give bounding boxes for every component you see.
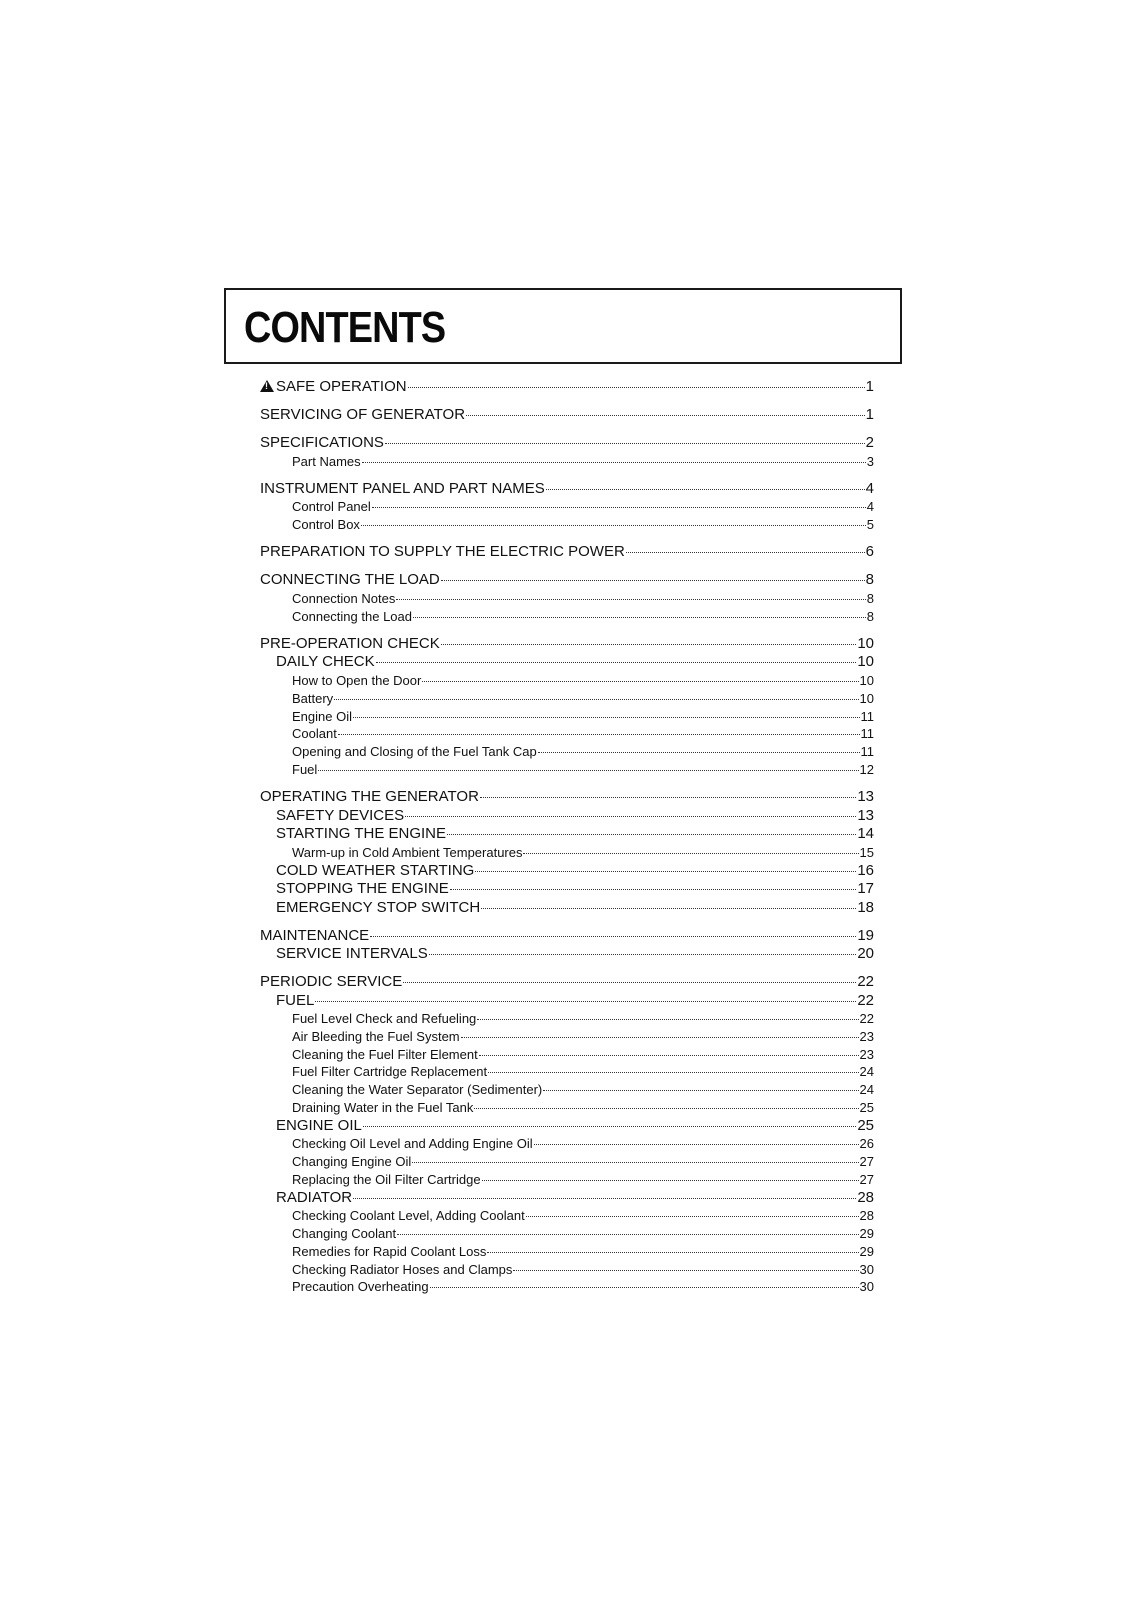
toc-entry[interactable]	[260, 571, 874, 590]
toc-entry-page-number: 12	[859, 761, 874, 777]
toc-entry[interactable]	[260, 743, 874, 761]
dot-leader	[338, 734, 860, 735]
toc-entry-text: PERIODIC SERVICE	[260, 973, 403, 991]
dot-leader	[479, 1055, 859, 1056]
toc-entry[interactable]	[260, 1225, 874, 1243]
toc-entry-text: COLD WEATHER STARTING	[276, 861, 475, 879]
toc-entry[interactable]	[260, 635, 874, 654]
toc-entry[interactable]	[260, 1081, 874, 1099]
dot-leader	[429, 954, 857, 955]
toc-entry-label	[276, 1117, 362, 1136]
dot-leader	[361, 525, 866, 526]
toc-entry-text: Control Box	[292, 517, 360, 533]
toc-entry-page-number: 10	[857, 634, 874, 652]
toc-entry-label	[292, 708, 352, 726]
toc-entry-page-number: 4	[865, 479, 874, 497]
toc-entry-label	[292, 516, 360, 534]
dot-leader	[370, 936, 856, 937]
toc-entry-page-number: 11	[860, 726, 874, 742]
toc-entry-page-number: 1	[865, 378, 874, 395]
toc-entry-label	[292, 844, 522, 862]
dot-leader	[372, 507, 866, 508]
toc-entry-text: SAFE OPERATION	[276, 378, 407, 395]
toc-entry-text: How to Open the Door	[292, 672, 422, 688]
toc-entry-label	[260, 927, 369, 946]
toc-entry-text: OPERATING THE GENERATOR	[260, 788, 479, 806]
toc-entry-text: Checking Oil Level and Adding Engine Oil	[292, 1136, 533, 1152]
toc-entry-label	[292, 608, 412, 626]
toc-entry[interactable]	[260, 880, 874, 899]
toc-entry[interactable]	[260, 480, 874, 499]
dot-leader	[475, 871, 856, 872]
toc-entry-page-number: 24	[859, 1064, 874, 1080]
toc-entry-label	[276, 825, 446, 844]
dot-leader	[450, 889, 856, 890]
toc-entry-label	[292, 498, 371, 516]
toc-entry-label	[292, 690, 333, 708]
toc-entry[interactable]	[260, 1278, 874, 1296]
toc-entry[interactable]	[260, 899, 874, 918]
toc-entry-label	[292, 725, 337, 743]
dot-leader	[534, 1144, 859, 1145]
dot-leader	[408, 387, 865, 388]
dot-leader	[353, 1198, 856, 1199]
warning-triangle-icon	[260, 380, 274, 392]
toc-entry-label	[260, 434, 384, 453]
toc-entry-label	[292, 590, 395, 608]
toc-entry[interactable]	[260, 690, 874, 708]
toc-entry-text: MAINTENANCE	[260, 926, 370, 944]
toc-entry-page-number: 23	[859, 1046, 874, 1062]
toc-entry-label	[292, 1099, 473, 1117]
toc-entry-label	[276, 807, 404, 826]
toc-entry[interactable]	[260, 1243, 874, 1261]
toc-entry-text: Precaution Overheating	[292, 1279, 429, 1295]
dot-leader	[482, 1180, 859, 1181]
toc-entry-text: Replacing the Oil Filter Cartridge	[292, 1171, 481, 1187]
dot-leader	[441, 644, 857, 645]
page-title: CONTENTS	[244, 303, 446, 352]
toc-entry-text: Control Panel	[292, 499, 371, 515]
toc-entry[interactable]	[260, 434, 874, 453]
toc-entry-page-number: 29	[859, 1243, 874, 1259]
toc-entry-page-number: 28	[857, 1188, 874, 1206]
toc-entry-text: Checking Coolant Level, Adding Coolant	[292, 1208, 525, 1224]
dot-leader	[362, 462, 866, 463]
toc-entry[interactable]	[260, 378, 874, 397]
dot-leader	[480, 797, 856, 798]
dot-leader	[543, 1090, 858, 1091]
toc-entry-label	[292, 1261, 512, 1279]
toc-entry-text: DAILY CHECK	[276, 653, 375, 671]
toc-entry[interactable]	[260, 498, 874, 516]
toc-entry-label	[260, 406, 465, 425]
toc-entry-text: CONNECTING THE LOAD	[260, 571, 440, 589]
toc-entry-page-number: 11	[860, 744, 874, 760]
toc-entry-text: STOPPING THE ENGINE	[276, 880, 449, 898]
toc-entry-text: Changing Engine Oil	[292, 1154, 412, 1170]
dot-leader	[466, 415, 865, 416]
toc-entry[interactable]	[260, 945, 874, 964]
dot-leader	[405, 816, 856, 817]
dot-leader	[474, 1108, 858, 1109]
toc-entry-label	[292, 1171, 481, 1189]
toc-entry-page-number: 26	[859, 1136, 874, 1152]
toc-entry[interactable]	[260, 1135, 874, 1153]
dot-leader	[477, 1019, 858, 1020]
toc-entry-label	[260, 788, 479, 807]
toc-entry-page-number: 23	[859, 1028, 874, 1044]
toc-entry-text: SAFETY DEVICES	[276, 806, 405, 824]
toc-entry-label	[292, 1243, 486, 1261]
dot-leader	[318, 770, 858, 771]
toc-entry[interactable]	[260, 1010, 874, 1028]
dot-leader	[447, 834, 856, 835]
toc-entry[interactable]	[260, 453, 874, 471]
toc-entry-text: PREPARATION TO SUPPLY THE ELECTRIC POWER	[260, 543, 625, 561]
toc-entry-page-number: 19	[857, 926, 874, 944]
toc-entry[interactable]	[260, 1153, 874, 1171]
toc-entry-page-number: 22	[857, 973, 874, 991]
toc-entry-page-number: 1	[865, 406, 874, 423]
toc-entry-label	[292, 1063, 487, 1081]
table-of-contents	[260, 378, 874, 1296]
toc-entry-page-number: 17	[857, 880, 874, 898]
toc-entry-text: Fuel	[292, 761, 318, 777]
toc-entry-label	[292, 1081, 542, 1099]
toc-entry[interactable]	[260, 590, 874, 608]
toc-entry-text: EMERGENCY STOP SWITCH	[276, 898, 481, 916]
toc-entry-text: Fuel Level Check and Refueling	[292, 1011, 477, 1027]
toc-entry[interactable]	[260, 653, 874, 672]
toc-entry-page-number: 27	[859, 1171, 874, 1187]
toc-entry[interactable]	[260, 1171, 874, 1189]
toc-entry-page-number: 8	[866, 608, 874, 624]
toc-entry-text: Battery	[292, 690, 334, 706]
toc-entry[interactable]	[260, 825, 874, 844]
toc-entry-page-number: 25	[857, 1116, 874, 1134]
toc-entry-label	[292, 1278, 429, 1296]
toc-entry-label	[276, 1189, 352, 1208]
toc-entry[interactable]	[260, 1063, 874, 1081]
dot-leader	[538, 752, 860, 753]
toc-entry-text: PRE-OPERATION CHECK	[260, 634, 440, 652]
toc-entry-page-number: 10	[857, 653, 874, 671]
toc-entry-text: Cleaning the Fuel Filter Element	[292, 1046, 478, 1062]
toc-entry-label	[260, 635, 440, 654]
toc-entry-page-number: 18	[857, 898, 874, 916]
toc-entry-text: Opening and Closing of the Fuel Tank Cap	[292, 744, 537, 760]
toc-entry-page-number: 8	[865, 571, 874, 589]
toc-entry-label	[292, 1046, 478, 1064]
dot-leader	[413, 617, 866, 618]
toc-entry-text: Connection Notes	[292, 590, 396, 606]
dot-leader	[376, 662, 857, 663]
toc-entry-label	[276, 880, 449, 899]
toc-entry-page-number: 3	[866, 453, 874, 469]
toc-entry-text: Cleaning the Water Separator (Sedimenter)	[292, 1082, 543, 1098]
toc-entry-page-number: 10	[859, 690, 874, 706]
toc-entry-text: RADIATOR	[276, 1188, 353, 1206]
toc-entry-page-number: 27	[859, 1154, 874, 1170]
toc-entry-text: SPECIFICATIONS	[260, 434, 384, 451]
dot-leader	[488, 1072, 858, 1073]
toc-entry-label	[292, 761, 317, 779]
toc-entry-label	[260, 378, 407, 397]
toc-entry[interactable]	[260, 516, 874, 534]
toc-entry[interactable]	[260, 807, 874, 826]
dot-leader	[385, 443, 865, 444]
toc-entry-page-number: 25	[859, 1100, 874, 1116]
toc-entry-text: STARTING THE ENGINE	[276, 825, 447, 843]
toc-entry-page-number: 24	[859, 1082, 874, 1098]
dot-leader	[396, 599, 865, 600]
dot-leader	[523, 853, 858, 854]
toc-entry-label	[276, 945, 428, 964]
dot-leader	[412, 1162, 858, 1163]
toc-entry-text: ENGINE OIL	[276, 1116, 362, 1134]
toc-entry-page-number: 22	[857, 991, 874, 1009]
dot-leader	[397, 1234, 858, 1235]
toc-entry[interactable]	[260, 788, 874, 807]
toc-entry-page-number: 2	[865, 434, 874, 451]
toc-entry-text: Air Bleeding the Fuel System	[292, 1028, 460, 1044]
dot-leader	[403, 982, 856, 983]
dot-leader	[363, 1126, 856, 1127]
toc-entry-text: Draining Water in the Fuel Tank	[292, 1100, 474, 1116]
toc-entry-page-number: 4	[866, 499, 874, 515]
toc-entry-label	[276, 899, 480, 918]
toc-entry-page-number: 30	[859, 1279, 874, 1295]
toc-entry-label	[292, 453, 361, 471]
dot-leader	[315, 1001, 856, 1002]
toc-entry-text: INSTRUMENT PANEL AND PART NAMES	[260, 479, 545, 497]
toc-entry-page-number: 13	[857, 806, 874, 824]
toc-entry[interactable]	[260, 1028, 874, 1046]
dot-leader	[513, 1270, 858, 1271]
toc-entry-page-number: 5	[866, 517, 874, 533]
toc-entry-label	[292, 1028, 460, 1046]
toc-entry-page-number: 29	[859, 1226, 874, 1242]
toc-entry-label	[292, 1135, 533, 1153]
toc-entry-label	[292, 1207, 525, 1225]
toc-entry-label	[260, 973, 402, 992]
dot-leader	[546, 489, 865, 490]
toc-entry[interactable]	[260, 761, 874, 779]
toc-entry-text: Warm-up in Cold Ambient Temperatures	[292, 844, 523, 860]
toc-entry-text: Fuel Filter Cartridge Replacement	[292, 1064, 488, 1080]
toc-entry[interactable]	[260, 927, 874, 946]
toc-entry-page-number: 28	[859, 1208, 874, 1224]
toc-entry[interactable]	[260, 708, 874, 726]
dot-leader	[353, 717, 860, 718]
toc-entry[interactable]	[260, 1046, 874, 1064]
toc-entry-label	[292, 1225, 396, 1243]
toc-entry-label	[260, 480, 545, 499]
toc-entry-label	[292, 672, 421, 690]
toc-entry-text: Changing Coolant	[292, 1226, 397, 1242]
toc-entry-page-number: 30	[859, 1261, 874, 1277]
toc-entry[interactable]	[260, 973, 874, 992]
toc-entry[interactable]	[260, 725, 874, 743]
toc-entry-page-number: 15	[859, 844, 874, 860]
toc-entry-page-number: 20	[857, 945, 874, 963]
toc-entry[interactable]	[260, 406, 874, 425]
toc-entry-label	[260, 543, 625, 562]
dot-leader	[461, 1037, 859, 1038]
toc-entry[interactable]	[260, 608, 874, 626]
dot-leader	[334, 699, 858, 700]
toc-entry-label	[276, 653, 375, 672]
toc-entry[interactable]	[260, 1261, 874, 1279]
dot-leader	[526, 1216, 859, 1217]
toc-entry[interactable]	[260, 543, 874, 562]
toc-entry-label	[260, 571, 440, 590]
dot-leader	[481, 908, 856, 909]
toc-entry[interactable]	[260, 1207, 874, 1225]
toc-entry[interactable]	[260, 862, 874, 881]
toc-entry-label	[292, 1010, 476, 1028]
toc-entry-text: Checking Radiator Hoses and Clamps	[292, 1261, 513, 1277]
dot-leader	[441, 580, 865, 581]
dot-leader	[487, 1252, 858, 1253]
toc-entry[interactable]	[260, 844, 874, 862]
toc-entry[interactable]	[260, 1117, 874, 1136]
toc-entry-label	[292, 743, 537, 761]
toc-entry[interactable]	[260, 1189, 874, 1208]
toc-entry-label	[292, 1153, 411, 1171]
dot-leader	[422, 681, 858, 682]
toc-entry-label	[276, 862, 474, 881]
toc-entry[interactable]	[260, 1099, 874, 1117]
toc-entry-page-number: 10	[859, 672, 874, 688]
toc-entry-text: FUEL	[276, 991, 315, 1009]
toc-entry-label	[276, 992, 314, 1011]
toc-entry-page-number: 14	[857, 825, 874, 843]
toc-entry-text: Engine Oil	[292, 708, 352, 724]
toc-entry-text: SERVICING OF GENERATOR	[260, 406, 466, 423]
toc-entry-text: Connecting the Load	[292, 608, 412, 624]
toc-entry-page-number: 16	[857, 861, 874, 879]
dot-leader	[626, 552, 865, 553]
toc-entry[interactable]	[260, 992, 874, 1011]
toc-entry-text: Part Names	[292, 453, 361, 469]
toc-entry-page-number: 6	[865, 543, 874, 561]
toc-entry[interactable]	[260, 672, 874, 690]
toc-entry-page-number: 13	[857, 788, 874, 806]
toc-entry-text: Remedies for Rapid Coolant Loss	[292, 1243, 487, 1259]
toc-entry-page-number: 11	[860, 708, 874, 724]
toc-entry-text: SERVICE INTERVALS	[276, 945, 428, 963]
toc-entry-page-number: 8	[866, 590, 874, 606]
contents-title-box	[224, 288, 902, 364]
toc-entry-page-number: 22	[859, 1011, 874, 1027]
toc-entry-text: Coolant	[292, 726, 337, 742]
dot-leader	[430, 1287, 859, 1288]
